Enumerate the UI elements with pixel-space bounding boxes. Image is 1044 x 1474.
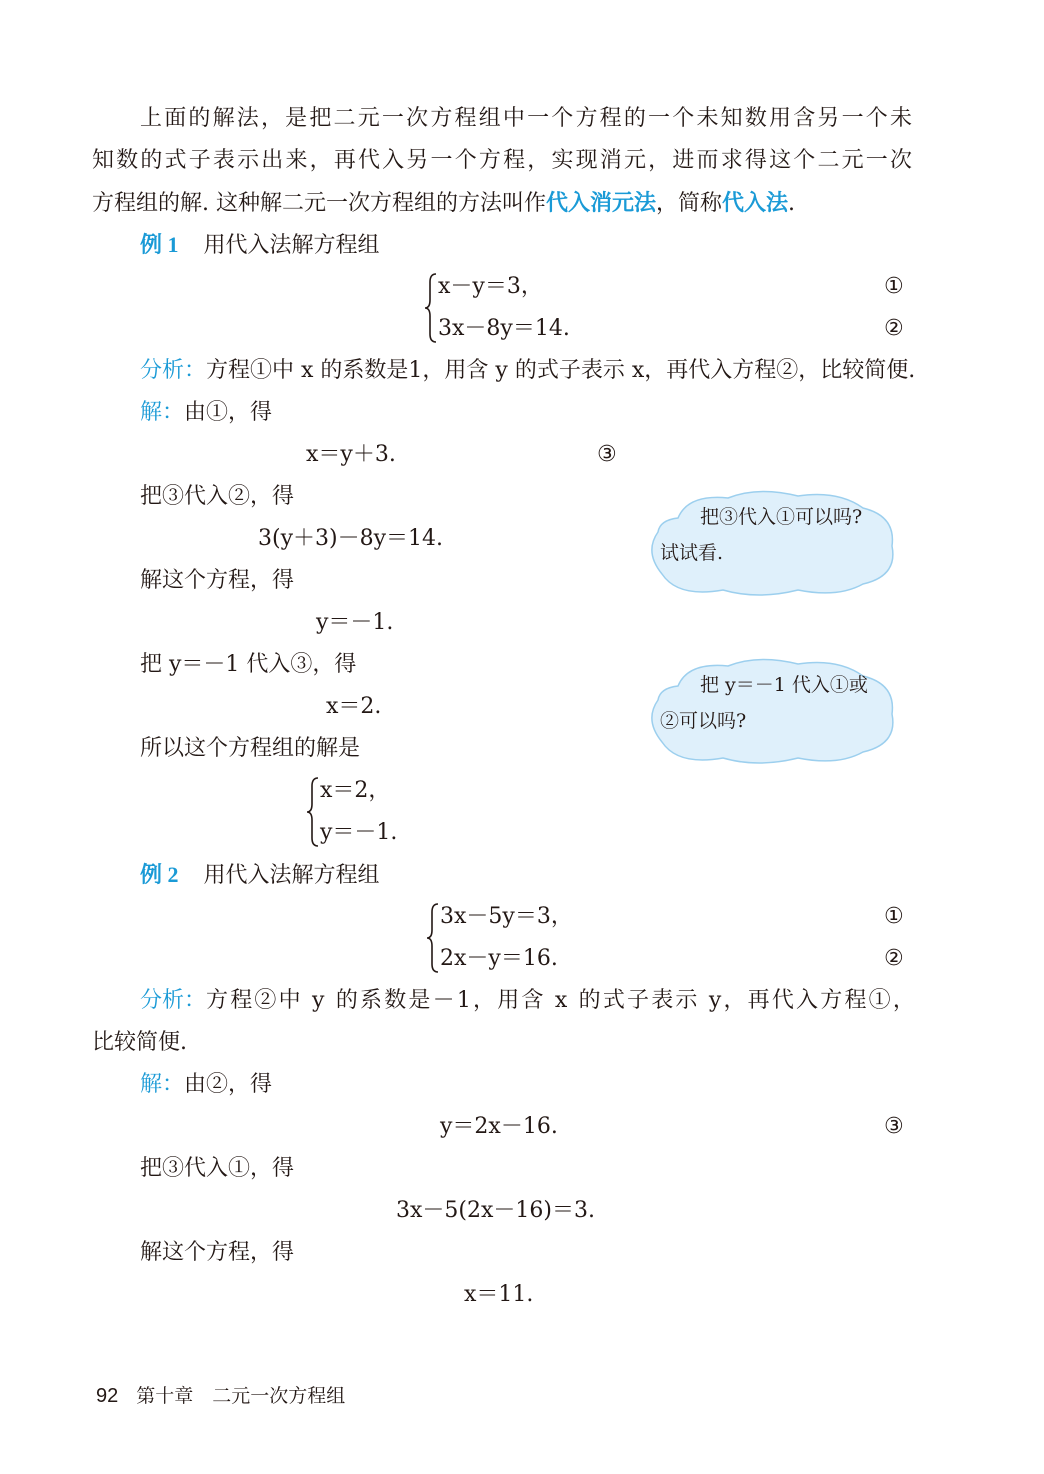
intro-line-3-mid: ，简称 — [656, 191, 723, 216]
example-1-task: 用代入法解方程组 — [203, 233, 380, 258]
solution-x: x＝2， — [320, 778, 391, 803]
example-2-heading — [140, 864, 380, 887]
equation-number-3: ③ — [597, 442, 617, 467]
intro-line-3 — [92, 192, 912, 215]
example-1-solution-brace — [306, 776, 320, 848]
example-2-solution-start — [140, 1074, 272, 1096]
example-2-label: 例 2 — [140, 862, 179, 887]
callout-2-line-1: 把 y＝－1 代入①或 — [700, 674, 868, 696]
example-1-equation-2: 3x－8y＝14. — [438, 316, 570, 341]
solution-step-2: 把③代入②，得 — [140, 484, 295, 509]
example-1-heading — [140, 234, 380, 257]
example-2-step-1: 由②，得 — [184, 1072, 273, 1097]
example-1-equation-1: x－y＝3， — [438, 274, 543, 299]
example-1-analysis — [140, 360, 915, 382]
intro-line-2: 知数的式子表示出来，再代入另一个方程，实现消元，进而求得这个二元一次 — [92, 148, 912, 173]
analysis-label: 分析： — [140, 358, 207, 383]
example-1-solution-start — [140, 402, 272, 424]
example-2-equation-number-2: ② — [884, 946, 904, 971]
intro-line-3-pre: 方程组的解. 这种解二元一次方程组的方法叫作 — [92, 191, 546, 216]
example-2-solution-label: 解： — [140, 1072, 185, 1097]
example-2-step-3: 解这个方程，得 — [140, 1240, 295, 1265]
example-2-equation-2: 2x－y＝16. — [440, 946, 558, 971]
equation-number-2: ② — [884, 316, 904, 341]
example-2-step-2: 把③代入①，得 — [140, 1156, 295, 1181]
chapter-title: 第十章 二元一次方程组 — [136, 1385, 346, 1407]
example-2-analysis-line-1 — [140, 988, 918, 1013]
example-2-analysis-text-2: 比较简便. — [92, 1030, 187, 1055]
equation-number-1: ① — [884, 274, 904, 299]
example-2-equation-number-3: ③ — [884, 1114, 904, 1139]
solution-label: 解： — [140, 400, 185, 425]
example-2-system-brace — [426, 902, 440, 974]
term-substitution-elimination: 代入消元法 — [546, 190, 657, 216]
solution-step-4: 把 y＝－1 代入③，得 — [140, 652, 357, 677]
example-1-equation-3: x＝y＋3. — [306, 442, 396, 467]
example-2-equation-number-1: ① — [884, 904, 904, 929]
example-1-equation-6: x＝2. — [326, 694, 382, 719]
example-1-equation-4: 3(y＋3)－8y＝14. — [258, 526, 444, 551]
callout-2-line-2: ②可以吗? — [660, 710, 747, 732]
example-2-analysis-label: 分析： — [140, 988, 207, 1013]
solution-step-5: 所以这个方程组的解是 — [140, 736, 361, 761]
analysis-text: 方程①中 x 的系数是1，用含 y 的式子表示 x，再代入方程②，比较简便. — [206, 358, 916, 383]
solution-y: y＝－1. — [320, 820, 398, 845]
example-2-equation-5: x＝11. — [464, 1282, 534, 1307]
example-2-equation-4: 3x－5(2x－16)＝3. — [396, 1198, 595, 1223]
callout-1-line-1: 把③代入①可以吗? — [700, 506, 863, 528]
example-1-system-brace — [424, 272, 438, 344]
callout-1-line-2: 试试看. — [660, 542, 724, 564]
example-1-equation-5: y＝－1. — [316, 610, 394, 635]
term-substitution-method: 代入法 — [722, 190, 789, 216]
intro-line-3-end: . — [788, 191, 796, 216]
intro-line-1: 上面的解法，是把二元一次方程组中一个方程的一个未知数用含另一个未 — [140, 106, 912, 131]
solution-step-3: 解这个方程，得 — [140, 568, 295, 593]
example-2-equation-3: y＝2x－16. — [440, 1114, 558, 1139]
example-2-task: 用代入法解方程组 — [203, 863, 380, 888]
page-number: 92 — [96, 1385, 119, 1407]
example-2-analysis-text-1: 方程②中 y 的系数是－1，用含 x 的式子表示 y，再代入方程①， — [206, 988, 918, 1013]
example-1-label: 例 1 — [140, 232, 179, 257]
example-2-equation-1: 3x－5y＝3， — [440, 904, 573, 929]
solution-step-1: 由①，得 — [184, 400, 273, 425]
page-footer — [96, 1385, 345, 1406]
